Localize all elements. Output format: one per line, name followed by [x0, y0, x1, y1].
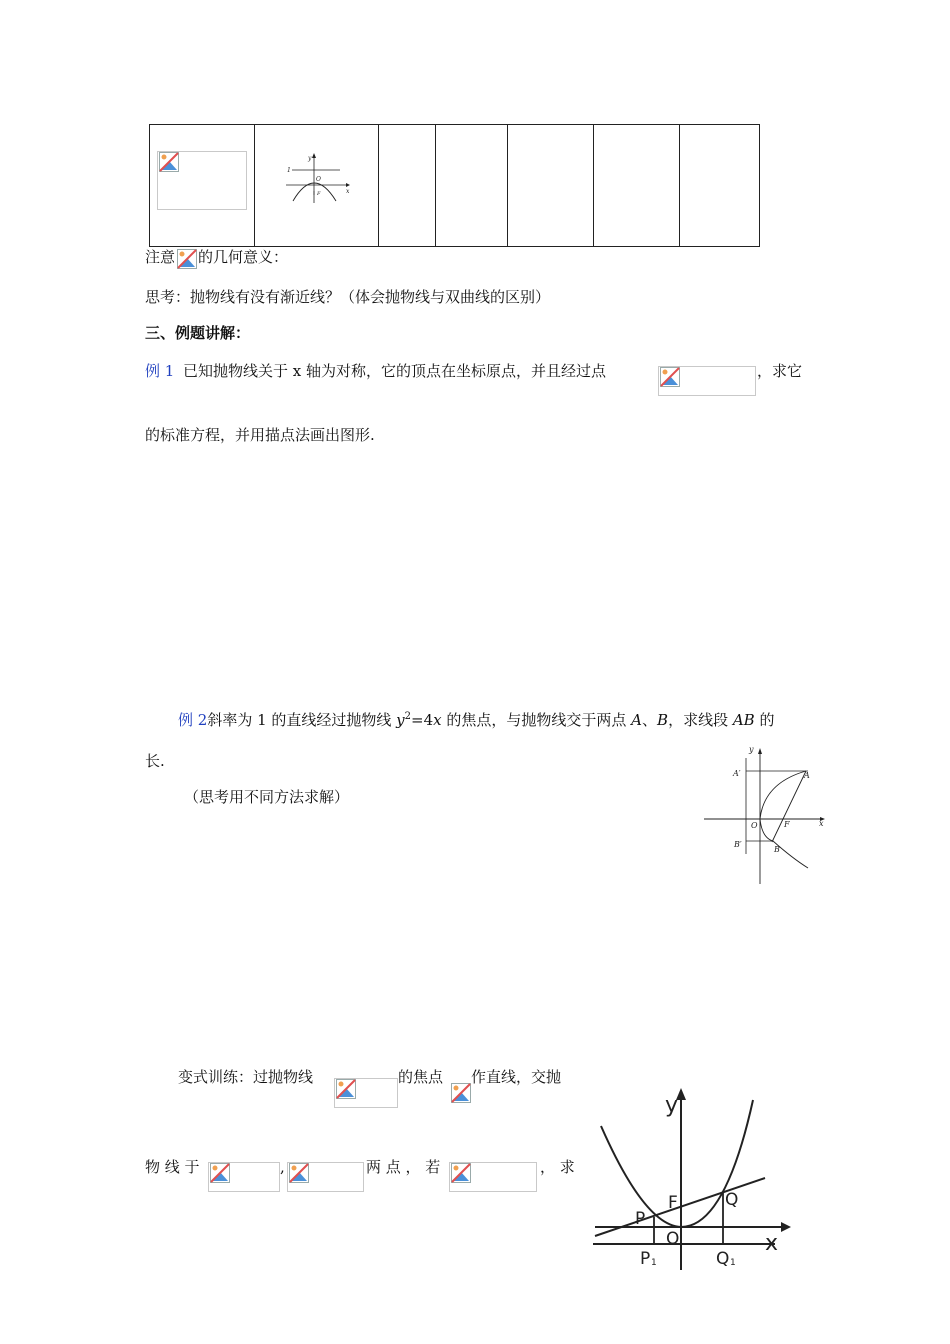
fig3-q-label: Q [725, 1190, 739, 1210]
broken-image-icon [336, 1079, 356, 1099]
example-1-line2: 的标准方程，并用描点法画出图形. [145, 426, 375, 444]
fig3-p-label: P [635, 1209, 646, 1229]
graph-y-label: y [308, 155, 312, 162]
variant-line2-b: 两 点 ， 若 [366, 1158, 441, 1176]
segment-ab: AB [732, 711, 755, 729]
variant-part2: 的焦点 [398, 1068, 444, 1086]
fig3-o-label: O [666, 1229, 680, 1249]
example-2-text-c: ，求线段 [668, 711, 733, 729]
fig2-o-label: O [751, 821, 758, 830]
fig2-a-label: A [804, 771, 810, 780]
fig2-b-label: B [774, 845, 780, 854]
graph-origin-label: O [316, 176, 321, 183]
broken-image-icon [177, 249, 197, 269]
variant-comma: , [280, 1158, 285, 1176]
section-heading: 三、例题讲解： [145, 324, 251, 342]
fig2-a-prime: A′ [733, 769, 741, 778]
example-1-text: 已知抛物线关于 x 轴为对称，它的顶点在坐标原点，并且经过点 [183, 362, 606, 380]
broken-image-icon [210, 1163, 230, 1183]
broken-image-icon [451, 1163, 471, 1183]
think-question: 思考：抛物线有没有渐近线？（体会抛物线与双曲线的区别） [145, 288, 551, 306]
fig3-x-label: x [765, 1231, 779, 1256]
equation-x: x [433, 711, 442, 729]
example-2-hint: （思考用不同方法求解） [184, 788, 350, 806]
fig2-x-label: x [819, 819, 824, 828]
note-prefix: 注意 [145, 248, 176, 266]
broken-image-icon [451, 1083, 471, 1103]
equation-exponent: 2 [404, 711, 412, 722]
table-cell-empty [508, 125, 594, 247]
graph-directrix-label: 1 [287, 167, 291, 174]
equation-y: y [396, 711, 405, 729]
separator: 、 [642, 711, 658, 729]
example-1-after: ，求它 [757, 362, 803, 380]
fig3-y-label: y [665, 1093, 679, 1118]
table-cell-empty [379, 125, 436, 247]
fig2-f-label: F [784, 820, 790, 829]
graph-focus-label: F [317, 191, 321, 197]
point-b: B [657, 711, 669, 729]
fig3-q1-subscript: 1 [730, 1258, 736, 1268]
fig3-q1-label: Q [716, 1249, 730, 1269]
variant-line2-c: ， 求 [540, 1158, 575, 1176]
variant-line2-a: 物 线 于 [145, 1158, 200, 1176]
broken-image-icon [159, 152, 179, 172]
downward-parabola-graph [284, 151, 354, 205]
fig3-p1-label: P [640, 1249, 651, 1269]
example-2-label: 例 2 [178, 711, 208, 729]
fig2-b-prime: B′ [734, 840, 742, 849]
equation-rest: =4 [411, 711, 434, 729]
note-suffix: 的几何意义： [198, 248, 289, 266]
table-cell-empty [680, 125, 760, 247]
point-a: A [631, 711, 643, 729]
variant-part3: 作直线，交抛 [471, 1068, 562, 1086]
table-cell-empty [436, 125, 508, 247]
chord-pq-figure [585, 1086, 795, 1274]
focal-chord-figure [700, 742, 830, 887]
example-2-text-b: 的焦点，与抛物线交于两点 [441, 711, 632, 729]
example-2-text-a: 斜率为 1 的直线经过抛物线 [207, 711, 397, 729]
broken-image-icon [289, 1163, 309, 1183]
graph-x-label: x [346, 188, 350, 195]
fig3-f-label: F [668, 1193, 678, 1213]
broken-image-icon [660, 367, 680, 387]
table-cell-empty [594, 125, 680, 247]
example-2-text-d: 的 [754, 711, 775, 729]
example-2-sentence [178, 712, 774, 728]
fig3-p1-subscript: 1 [651, 1258, 657, 1268]
example-1-label: 例 1 [145, 362, 175, 380]
example-2-line2: 长. [145, 752, 165, 770]
variant-part1: 变式训练：过抛物线 [178, 1068, 314, 1086]
fig2-y-label: y [749, 745, 754, 754]
